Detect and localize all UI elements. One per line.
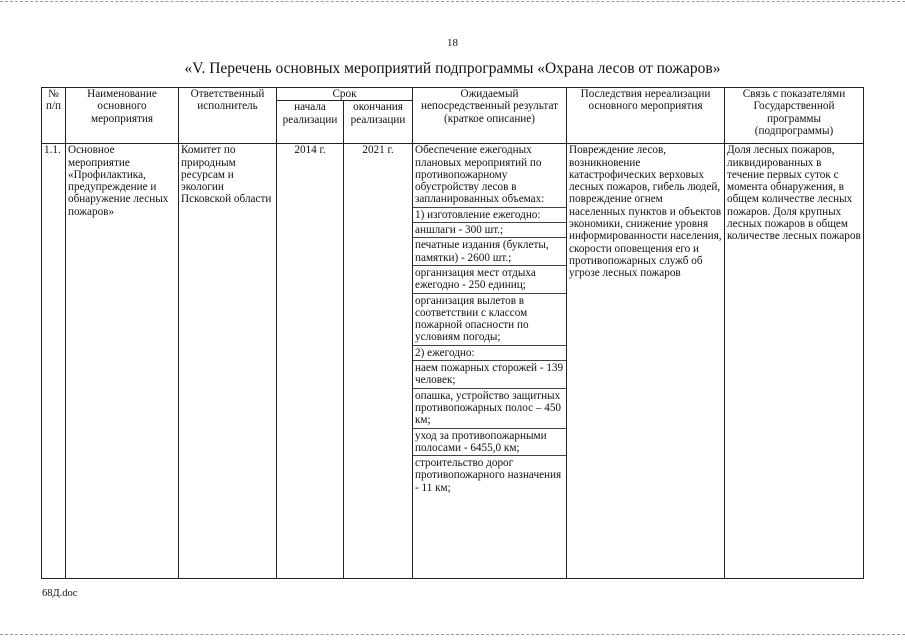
- header-executor: Ответственный исполнитель: [179, 88, 277, 144]
- header-num: № п/п: [42, 88, 66, 144]
- header-name: Наименование основного мероприятия: [66, 88, 179, 144]
- scan-edge-bottom: [0, 634, 905, 635]
- result-item: уход за противопожарными полосами - 6455,0 км;: [413, 428, 566, 456]
- result-item: Обеспечение ежегодных плановых мероприятий по противопожарному обустройству лесов в запланированных объемах:: [415, 144, 545, 206]
- scan-edge-top: [0, 1, 905, 2]
- row-name: Основное мероприятие «Профилактика, предупреждение и обнаружение лесных пожаров»: [66, 144, 179, 579]
- page-title: «V. Перечень основных мероприятий подпрограммы «Охрана лесов от пожаров»: [184, 60, 721, 77]
- result-item: аншлаги - 300 шт.;: [413, 222, 566, 237]
- header-term-start: начала реализации: [277, 101, 344, 144]
- table-row: [42, 144, 864, 579]
- result-item: 2) ежегодно:: [413, 345, 566, 360]
- header-consequences: Последствия нереализации основного мероприятия: [567, 88, 725, 144]
- row-result: [413, 144, 567, 579]
- page-number: 18: [447, 37, 458, 49]
- result-item: организация вылетов в соответствии с классом пожарной опасности по условиям погоды;: [413, 293, 566, 345]
- result-item: опашка, устройство защитных противопожарных полос – 450 км;: [413, 388, 566, 428]
- header-term: Срок: [277, 88, 413, 101]
- row-consequences: Повреждение лесов, возникновение катастрофических верховых лесных пожаров, гибель людей, повреждение огнем населенных пунктов и объектов экономики, снижение уровня информированности населения, скорости оповещения его и противопожарных служб об угрозе лесных пожаров: [567, 144, 725, 579]
- header-result: Ожидаемый непосредственный результат (краткое описание): [413, 88, 567, 144]
- row-num: 1.1.: [42, 144, 66, 579]
- header-link: Связь с показателями Государственной программы (подпрограммы): [725, 88, 864, 144]
- result-item: наем пожарных сторожей - 139 человек;: [413, 360, 566, 388]
- header-term-end: окончания реализации: [344, 101, 413, 144]
- row-end: 2021 г.: [344, 144, 413, 579]
- result-item: организация мест отдыха ежегодно - 250 единиц;: [413, 265, 566, 293]
- result-item: печатные издания (буклеты, памятки) - 2600 шт.;: [413, 237, 566, 265]
- result-item: строительство дорог противопожарного назначения - 11 км;: [413, 455, 566, 495]
- measures-table: [41, 87, 864, 579]
- footer-filename: 68Д.doc: [42, 588, 78, 599]
- row-start: 2014 г.: [277, 144, 344, 579]
- row-link: Доля лесных пожаров, ликвидированных в течение первых суток с момента обнаружения, в общем количестве лесных пожаров. Доля крупных лесных пожаров в общем количестве лесных пожаров: [725, 144, 864, 579]
- result-item: 1) изготовление ежегодно:: [413, 207, 566, 222]
- row-executor: Комитет по природным ресурсам и экологии Псковской области: [179, 144, 277, 579]
